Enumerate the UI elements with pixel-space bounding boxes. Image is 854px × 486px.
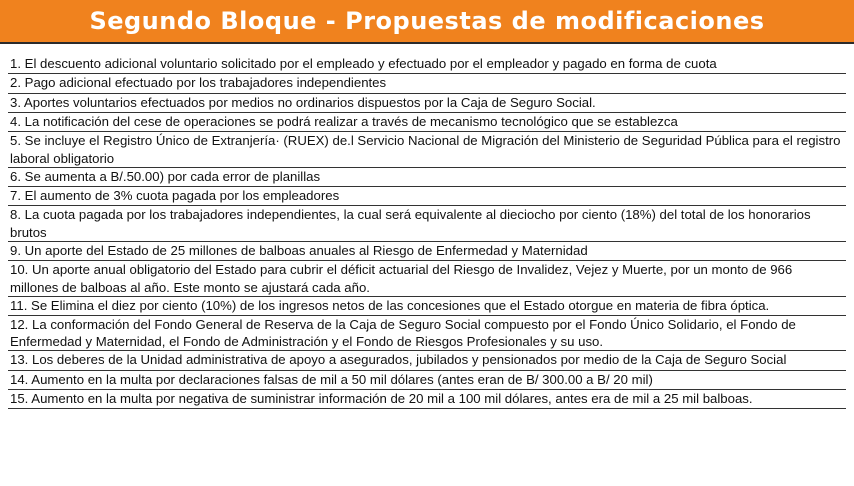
list-item [8,261,846,297]
list-item [8,168,846,187]
proposal-list [8,55,846,409]
list-item [8,113,846,132]
list-item-text: 13. Los deberes de la Unidad administrativa de apoyo a asegurados, jubilados y pensionados por medio de la Caja de Seguro Social [10,352,787,368]
list-item-text: 1. El descuento adicional voluntario solicitado por el empleado y efectuado por el empleador y pagado en forma de cuota [10,56,717,71]
list-item [8,242,846,261]
list-item-text: 6. Se aumenta a B/.50.00) por cada error de planillas [10,168,321,184]
list-item-text: 4. La notificación del cese de operaciones se podrá realizar a través de mecanismo tecnológico que se establezca [10,113,678,129]
list-item [8,316,846,352]
list-item-text: 3. Aportes voluntarios efectuados por medios no ordinarios dispuestos por la Caja de Seguro Social. [10,94,596,110]
title-banner [0,0,854,44]
list-item-text: 12. La conformación del Fondo General de Reserva de la Caja de Seguro Social compuesto por el Fondo Único Solidario, el Fondo de Enfermedad y Maternidad, el Fondo de Administración y el Fondo de Riesgos Profesionales y su uso. [10,316,796,350]
list-item [8,390,846,409]
list-item [8,94,846,113]
list-item-text: 5. Se incluye el Registro Único de Extranjería· (RUEX) de.l Servicio Nacional de Migración del Ministerio de Seguridad Pública para el registro laboral obligatorio [10,133,841,166]
list-item [8,206,846,242]
list-item-text: 11. Se Elimina el diez por ciento (10%) de los ingresos netos de las concesiones que el Estado otorgue en materia de fibra óptica. [10,297,770,313]
list-item [8,351,846,370]
list-item-text: 9. Un aporte del Estado de 25 millones de balboas anuales al Riesgo de Enfermedad y Maternidad [10,242,588,258]
list-item-text: 8. La cuota pagada por los trabajadores independientes, la cual será equivalente al dieciocho por ciento (18%) del total de los honorarios brutos [10,207,811,240]
list-item-text: 10. Un aporte anual obligatorio del Estado para cubrir el déficit actuarial del Riesgo de Invalidez, Vejez y Muerte, por un monto de 966 millones de balboas al año. Este monto se ajustará cada año. [10,262,793,295]
list-item [8,371,846,390]
list-item-text: 2. Pago adicional efectuado por los trabajadores independientes [10,75,387,91]
list-item [8,297,846,316]
list-item-text: 14. Aumento en la multa por declaraciones falsas de mil a 50 mil dólares (antes eran de B/ 300.00 a B/ 20 mil) [10,371,653,387]
list-item [8,132,846,168]
list-item [8,55,846,74]
list-item-text: 15. Aumento en la multa por negativa de suministrar información de 20 mil a 100 mil dólares, antes era de mil a 25 mil balboas. [10,390,753,406]
list-item-text: 7. El aumento de 3% cuota pagada por los empleadores [10,187,340,203]
page-title: Segundo Bloque - Propuestas de modificaciones [89,7,765,35]
list-item [8,187,846,206]
list-item [8,74,846,93]
